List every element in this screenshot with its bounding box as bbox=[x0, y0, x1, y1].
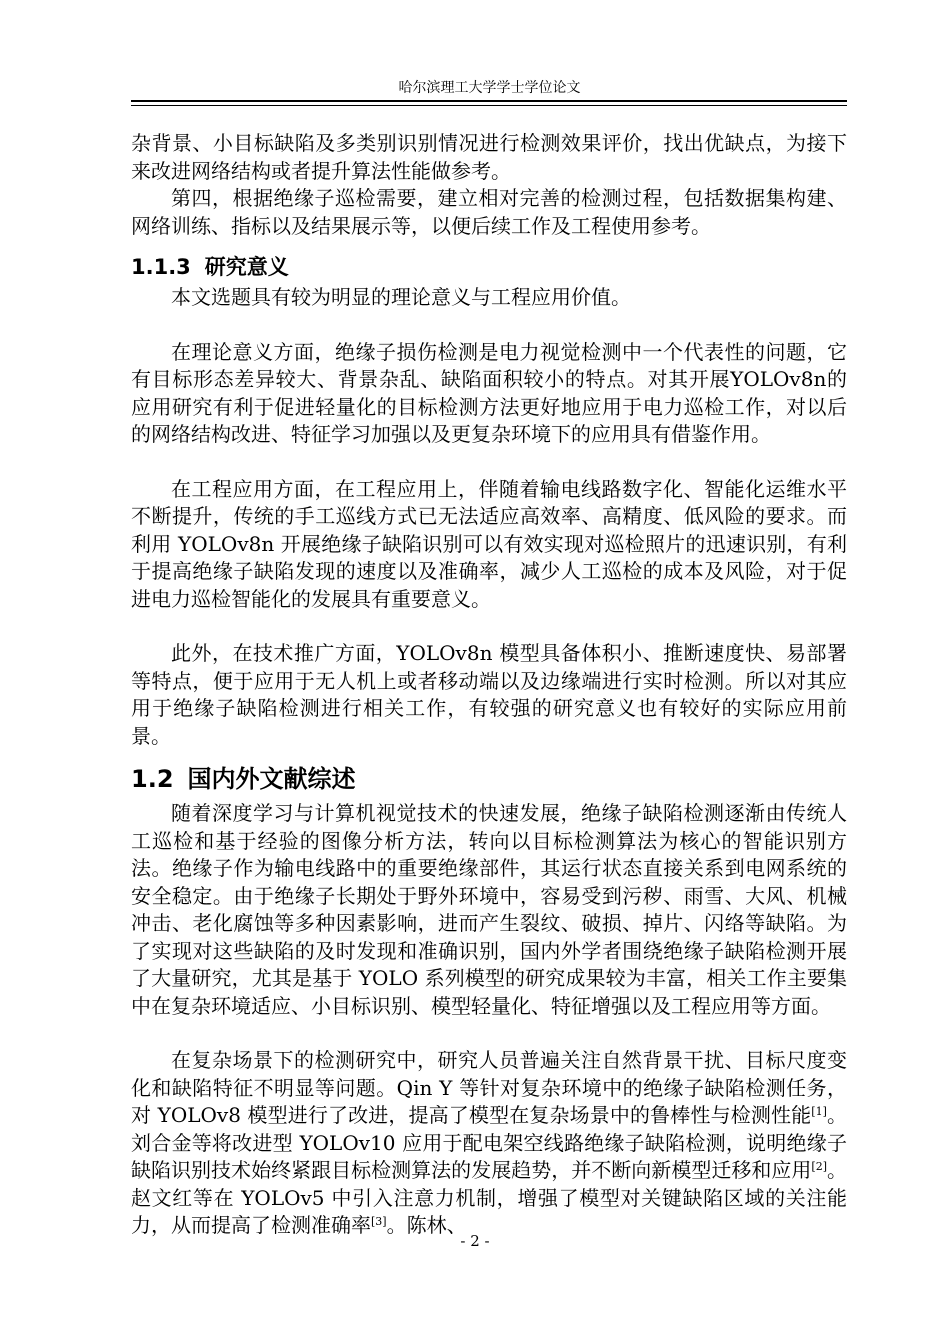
paragraph-fourth: 第四，根据绝缘子巡检需要，建立相对完善的检测过程，包括数据集构建、网络训练、指标以及结果展示等，以便后续工作及工程使用参考。 bbox=[131, 186, 847, 238]
paragraph-review-intro: 随着深度学习与计算机视觉技术的快速发展，绝缘子缺陷检测逐渐由传统人工巡检和基于经验的图像分析方法，转向以目标检测算法为核心的智能识别方法。绝缘子作为输电线路中的重要绝缘部件，其运行状态直接关系到电网系统的安全稳定。由于绝缘子长期处于野外环境中，容易受到污秽、雨雪、大风、机械冲击、老化腐蚀等多种因素影响，进而产生裂纹、破损、掉片、闪络等缺陷。为了实现对这些缺陷的及时发现和准确识别，国内外学者围绕绝缘子缺陷检测开展了大量研究，尤其是基于 YOLO 系列模型的研究成果较为丰富，相关工作主要集中在复杂环境适应、小目标识别、模型轻量化、特征增强以及工程应用等方面。 bbox=[131, 801, 847, 1018]
section-heading-1-1-3 bbox=[131, 252, 847, 282]
section-heading-1-2 bbox=[131, 762, 847, 796]
paragraph-significance-intro: 本文选题具有较为明显的理论意义与工程应用价值。 bbox=[171, 285, 631, 309]
citation-ref: [2] bbox=[811, 1160, 827, 1173]
page-body bbox=[131, 130, 847, 1240]
header-rule-thick bbox=[131, 100, 847, 102]
page-number: - 2 - bbox=[460, 1232, 490, 1250]
section-title: 研究意义 bbox=[204, 255, 289, 279]
text-segment: 。陈林、 bbox=[386, 1213, 467, 1237]
text-segment: 在复杂场景下的检测研究中，研究人员普遍关注自然背景干扰、目标尺度变化和缺陷特征不明显等问题。Qin Y 等针对复杂环境中的绝缘子缺陷检测任务，对 YOLOv8 模型进行了改进，提高了模型在复杂场景中的鲁棒性与检测性能 bbox=[131, 1048, 847, 1127]
paragraph-complex-scenes bbox=[131, 1047, 847, 1240]
section-number: 1.1.3 bbox=[131, 255, 191, 279]
text-segment: 。刘合金等将改进型 YOLOv10 应用于配电架空线路绝缘子缺陷检测，说明绝缘子缺陷识别技术始终紧跟目标检测算法的发展趋势，并不断向新模型迁移和应用 bbox=[131, 1103, 848, 1182]
paragraph-theoretical: 在理论意义方面，绝缘子损伤检测是电力视觉检测中一个代表性的问题，它有目标形态差异较大、背景杂乱、缺陷面积较小的特点。对其开展YOLOv8n的应用研究有利于促进轻量化的目标检测方法更好地应用于电力巡检工作，对以后的网络结构改进、特征学习加强以及更复杂环境下的应用具有借鉴作用。 bbox=[131, 339, 847, 446]
paragraph-technology: 此外，在技术推广方面，YOLOv8n 模型具备体积小、推断速度快、易部署等特点，便于应用于无人机上或者移动端以及边缘端进行实时检测。所以对其应用于绝缘子缺陷检测进行相关工作，有较强的研究意义也有较好的实际应用前景。 bbox=[131, 641, 847, 748]
section-title: 国内外文献综述 bbox=[187, 765, 356, 793]
running-header: 哈尔滨理工大学学士学位论文 bbox=[398, 80, 581, 96]
text-segment: 。赵文红等在 YOLOv5 中引入注意力机制，增强了模型对关键缺陷区域的关注能力，从而提高了检测准确率 bbox=[131, 1158, 848, 1237]
citation-ref: [1] bbox=[811, 1105, 827, 1118]
citation-ref: [3] bbox=[371, 1215, 387, 1228]
paragraph-engineering: 在工程应用方面，在工程应用上，伴随着输电线路数字化、智能化运维水平不断提升，传统的手工巡线方式已无法适应高效率、高精度、低风险的要求。而利用 YOLOv8n 开展绝缘子缺陷识别可以有效实现对巡检照片的迅速识别，有利于提高绝缘子缺陷发现的速度以及准确率，减少人工巡检的成本及风险，对于促进电力巡检智能化的发展具有重要意义。 bbox=[131, 476, 847, 611]
header-rule-thin bbox=[131, 105, 847, 106]
paragraph-continued: 杂背景、小目标缺陷及多类别识别情况进行检测效果评价，找出优缺点，为接下来改进网络结构或者提升算法性能做参考。 bbox=[131, 131, 847, 183]
section-number: 1.2 bbox=[131, 765, 174, 793]
